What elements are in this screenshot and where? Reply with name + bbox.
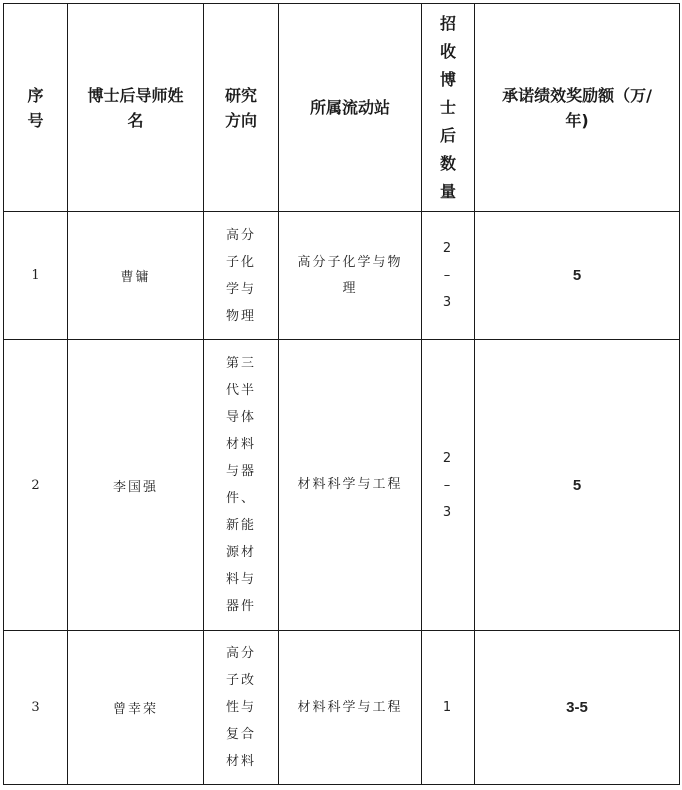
cell-reward: 5 — [475, 212, 680, 340]
cell-recruit-count: 2–3 — [422, 340, 475, 631]
cell-direction: 高分子化学与物理 — [204, 212, 279, 340]
cell-direction: 高分子改性与复合材料 — [204, 631, 279, 785]
header-advisor: 博士后导师姓名 — [68, 4, 204, 212]
header-station: 所属流动站 — [279, 4, 422, 212]
cell-recruit-count: 2–3 — [422, 212, 475, 340]
cell-reward: 3-5 — [475, 631, 680, 785]
cell-station: 材料科学与工程 — [279, 340, 422, 631]
cell-station: 材料科学与工程 — [279, 631, 422, 785]
cell-seq: 2 — [4, 340, 68, 631]
cell-reward: 5 — [475, 340, 680, 631]
header-direction: 研究方向 — [204, 4, 279, 212]
header-row — [4, 4, 680, 212]
table-row — [4, 340, 680, 631]
cell-direction: 第三代半导体材料与器件、新能源材料与器件 — [204, 340, 279, 631]
header-seq: 序号 — [4, 4, 68, 212]
cell-seq: 3 — [4, 631, 68, 785]
cell-seq: 1 — [4, 212, 68, 340]
postdoc-advisor-table — [3, 3, 680, 785]
header-recruit-count: 招收博士后数量 — [422, 4, 475, 212]
cell-advisor: 曾幸荣 — [68, 631, 204, 785]
header-reward: 承诺绩效奖励额（万/年) — [475, 4, 680, 212]
table-row — [4, 212, 680, 340]
cell-advisor: 曹镛 — [68, 212, 204, 340]
cell-advisor: 李国强 — [68, 340, 204, 631]
cell-station: 高分子化学与物理 — [279, 212, 422, 340]
cell-recruit-count: 1 — [422, 631, 475, 785]
table-row — [4, 631, 680, 785]
